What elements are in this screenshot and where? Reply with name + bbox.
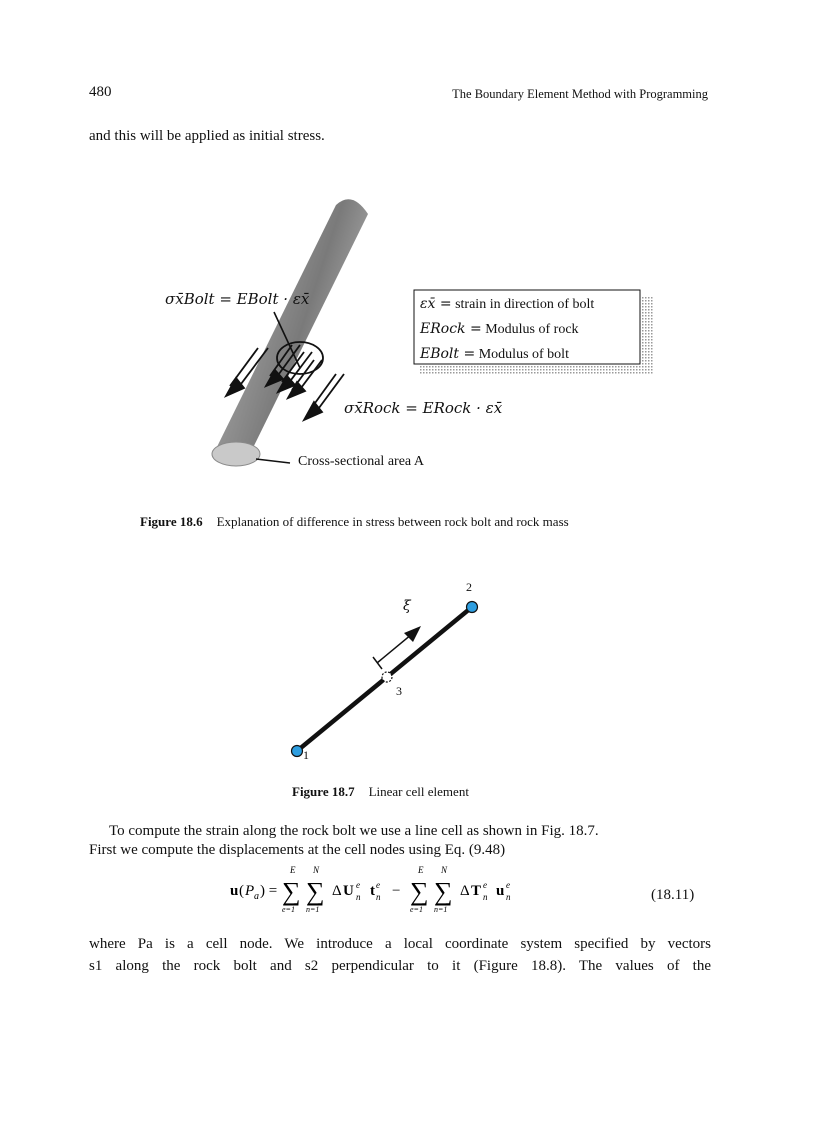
svg-text:t: t (370, 883, 375, 899)
legend-rock-row (420, 317, 594, 342)
node-1-marker (292, 746, 303, 757)
svg-text:n: n (483, 892, 488, 902)
svg-text:−: − (392, 883, 401, 899)
figure-18-6-label: Figure 18.6 (140, 514, 203, 529)
node-1-label: 1 (303, 748, 309, 762)
intro-text: and this will be applied as initial stress. (89, 128, 325, 144)
svg-text:n: n (376, 892, 381, 902)
paragraph-2-line-2: s1 along the rock bolt and s2 perpendicular to it (Figure 18.8). The values of the (89, 958, 711, 974)
figure-18-7-caption (292, 784, 469, 800)
node-3-label: 3 (396, 684, 402, 698)
svg-text:u: u (496, 883, 505, 899)
svg-text:n: n (506, 892, 511, 902)
figure-18-6 (0, 180, 816, 490)
xi-arrow-head (404, 626, 421, 642)
rock-stress-equation: σx̄Rock = ERock · εx̄ (344, 399, 503, 417)
rock-modulus-symbol: ERock = (420, 321, 482, 337)
svg-text:E: E (418, 865, 424, 875)
legend-strain-row (420, 292, 594, 317)
svg-text:e=1: e=1 (282, 905, 295, 914)
node-2-label: 2 (466, 580, 472, 594)
svg-text:(: ( (239, 883, 244, 899)
rock-modulus-text: Modulus of rock (485, 322, 579, 337)
figure-18-6-caption (140, 514, 569, 530)
strain-symbol: εx̄ = (420, 296, 452, 312)
paragraph-1-line-2: First we compute the displacements at the cell nodes using Eq. (9.48) (89, 842, 506, 858)
node-2-marker (467, 602, 478, 613)
svg-text:∑: ∑ (282, 877, 301, 906)
svg-text:e=1: e=1 (410, 905, 423, 914)
svg-text:Δ: Δ (332, 883, 342, 899)
strain-text: strain in direction of bolt (455, 297, 595, 312)
svg-text:U: U (343, 883, 354, 899)
svg-text:∑: ∑ (434, 877, 453, 906)
running-title: The Boundary Element Method with Programming (452, 87, 708, 101)
figure-18-6-caption-text: Explanation of difference in stress between rock bolt and rock mass (216, 514, 569, 529)
svg-text:N: N (313, 865, 320, 875)
svg-text:P: P (245, 883, 255, 899)
xi-symbol: ξ (403, 598, 411, 614)
svg-text:e: e (483, 880, 487, 890)
figure-18-7-label: Figure 18.7 (292, 784, 355, 799)
svg-text:∑: ∑ (410, 877, 429, 906)
svg-text:N: N (441, 865, 448, 875)
paragraph-1-line-1: To compute the strain along the rock bolt we use a line cell as shown in Fig. 18.7. (109, 823, 599, 839)
area-leader (256, 459, 290, 463)
svg-text:Δ: Δ (460, 883, 470, 899)
svg-text:n=1: n=1 (434, 905, 448, 914)
node-3-marker (382, 672, 392, 682)
bolt-modulus-text: Modulus of bolt (478, 347, 569, 362)
svg-text:e: e (356, 880, 360, 890)
bolt-modulus-symbol: EBolt = (420, 346, 476, 362)
legend-bolt-row (420, 342, 594, 367)
svg-text:) =: ) = (260, 883, 278, 899)
svg-text:e: e (376, 880, 380, 890)
rock-bolt-cylinder (212, 199, 368, 466)
figure-18-7-caption-text: Linear cell element (368, 784, 469, 799)
svg-text:n=1: n=1 (306, 905, 320, 914)
svg-text:E: E (290, 865, 296, 875)
svg-text:n: n (356, 892, 361, 902)
paragraph-2-line-1: where Pa is a cell node. We introduce a local coordinate system specified by vectors (89, 936, 711, 952)
bolt-stress-equation: σx̄Bolt = EBolt · εx̄ (165, 290, 310, 308)
svg-text:∑: ∑ (306, 877, 325, 906)
equation-18-11 (220, 862, 540, 914)
svg-text:T: T (471, 883, 482, 899)
legend (420, 292, 594, 367)
svg-text:u: u (230, 883, 239, 899)
page-number: 480 (89, 84, 112, 100)
area-label: Cross-sectional area A (298, 454, 424, 469)
equation-number: (18.11) (651, 887, 695, 903)
svg-text:a: a (254, 891, 259, 902)
svg-text:e: e (506, 880, 510, 890)
